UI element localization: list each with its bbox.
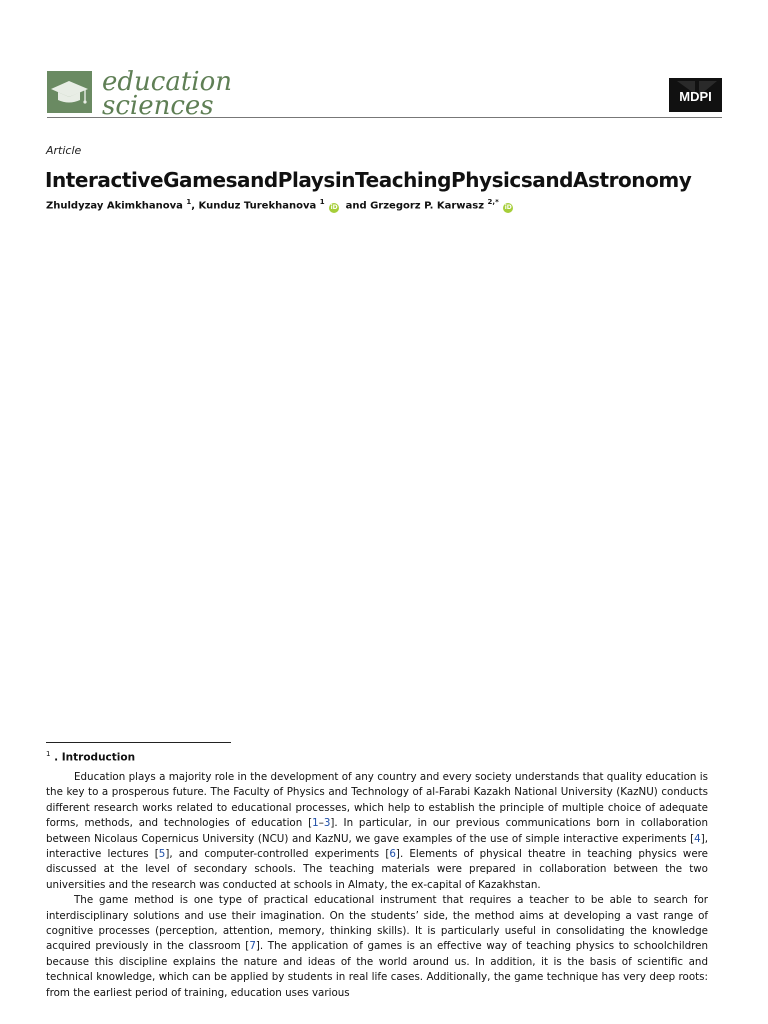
paragraph-text: ]. The application of games is an effective way of teaching physics to schoolchildren because this discipline explains the nature and ideas of the world around us. In addition, it is the basis of scientific and technical knowledge, which can be applied by students in real life cases. Additionally, the game technique has very deep roots: from the earliest period of training, education uses various [46, 940, 708, 999]
journal-logo-icon [47, 71, 92, 113]
author-name: Grzegorz P. Karwasz [370, 200, 485, 212]
journal-name [102, 70, 292, 116]
paragraph-text: – [318, 817, 324, 830]
citation-link[interactable]: 3 [323, 817, 331, 830]
orcid-icon[interactable]: iD [330, 204, 338, 212]
citation-link[interactable]: 7 [249, 940, 256, 953]
publisher-name: MDPI [679, 89, 712, 104]
author-list: Zhuldyzay Akimkhanova $^1$, Kunduz Turekhanova $^1$ iD and Grzegorz P. Karwasz $^{2,*}$ iD [46, 198, 512, 212]
paragraph-text: ], interactive lectures [ [46, 832, 708, 861]
author-name: Kunduz Turekhanova [198, 200, 317, 212]
paragraph [46, 893, 708, 1001]
paragraph-text: The game method is one type of practical educational instrument that requires a teacher to be able to search for interdisciplinary solutions and use their imagination. On the students’ side, the method aims at developing a vast range of cognitive processes (perception, attention, memory, thinking skills). It is particularly useful in consolidating the knowledge acquired previously in the classroom [ [46, 894, 708, 953]
citation-link[interactable]: 5 [158, 848, 166, 861]
mdpi-logo [669, 78, 722, 112]
journal-name-line2: sciences [102, 91, 214, 116]
author-affiliation: 2,* [487, 198, 499, 206]
citation-link[interactable]: 1 [312, 817, 319, 830]
paragraph [46, 770, 708, 893]
paragraph-text: Education plays a majority role in the development of any country and every society understands that quality education is the key to a prosperous future. The Faculty of Physics and Technology of al-Farabi Kazakh National University (KazNU) conducts different research works related to educational processes, which help to establish the principle of multiple choice of adequate forms, methods, and technologies of education [ [46, 771, 708, 830]
journal-name-line1: education [102, 70, 232, 97]
graduation-cap-icon [47, 71, 92, 113]
body-text [46, 770, 708, 1001]
paragraph-text: ]. Elements of physical theatre in teaching physics were discussed at the level of secondary schools. The teaching materials were prepared in collaboration between the two universities and the research was conducted at schools in Almaty, the ex-capital of Kazakhstan. [46, 848, 708, 891]
paragraph-text: ]. In particular, in our previous communications born in collaboration between Nicolaus Copernicus University (NCU) and KazNU, we gave examples of the use of simple interactive experiments [ [46, 817, 708, 845]
author-affiliation: 1 [186, 198, 192, 206]
author-affiliation: 1 [319, 198, 325, 206]
section-heading [46, 750, 135, 764]
header-divider [47, 117, 722, 118]
article-title: InteractiveGamesandPlaysinTeachingPhysicsandAstronomy [45, 168, 692, 192]
footnote-divider [46, 742, 231, 743]
citation-link[interactable]: 4 [694, 832, 701, 845]
article-type: Article [46, 144, 82, 157]
author-name: Zhuldyzay Akimkhanova [46, 200, 183, 212]
section-number: 1 [46, 750, 51, 758]
citation-link[interactable]: 6 [389, 848, 396, 861]
orcid-icon[interactable]: iD [504, 204, 512, 212]
paragraph-text: ], and computer-controlled experiments [ [165, 848, 390, 861]
section-title: . Introduction [54, 751, 136, 764]
